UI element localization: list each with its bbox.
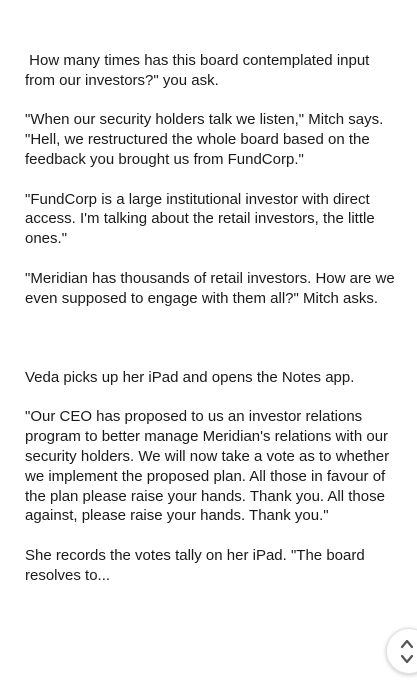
story-paragraph: She records the votes tally on her iPad. "The board resolves to... — [25, 546, 369, 584]
story-paragraph: "Meridian has thousands of retail investors. How are we even supposed to engage with them all?" Mitch asks. — [25, 269, 399, 307]
chevron-up-icon[interactable] — [400, 638, 414, 650]
story-paragraph: How many times has this board contemplated input from our investors?" you ask. — [25, 52, 374, 89]
story-paragraph: "FundCorp is a large institutional investor with direct access. I'm talking about the retail investors, the little ones." — [25, 190, 379, 248]
scene-break — [25, 328, 400, 368]
story-paragraph: Veda picks up her iPad and opens the Notes app. — [25, 368, 355, 386]
chevron-down-icon[interactable] — [400, 653, 414, 665]
story-paragraph: "Our CEO has proposed to us an investor relations program to better manage Meridian's relations with our security holders. We will now take a vote as to whether we implement the proposed plan. All those in favour of the plan please raise your hands. Thank you. All those against, please raise your hands. Thank you." — [25, 408, 394, 525]
story-paragraph: "When our security holders talk we listen," Mitch says. "Hell, we restructured the whole board based on the feedback you brought us from FundCorp." — [25, 111, 388, 168]
story-text — [25, 51, 400, 605]
page-navigation-button[interactable] — [386, 628, 417, 674]
